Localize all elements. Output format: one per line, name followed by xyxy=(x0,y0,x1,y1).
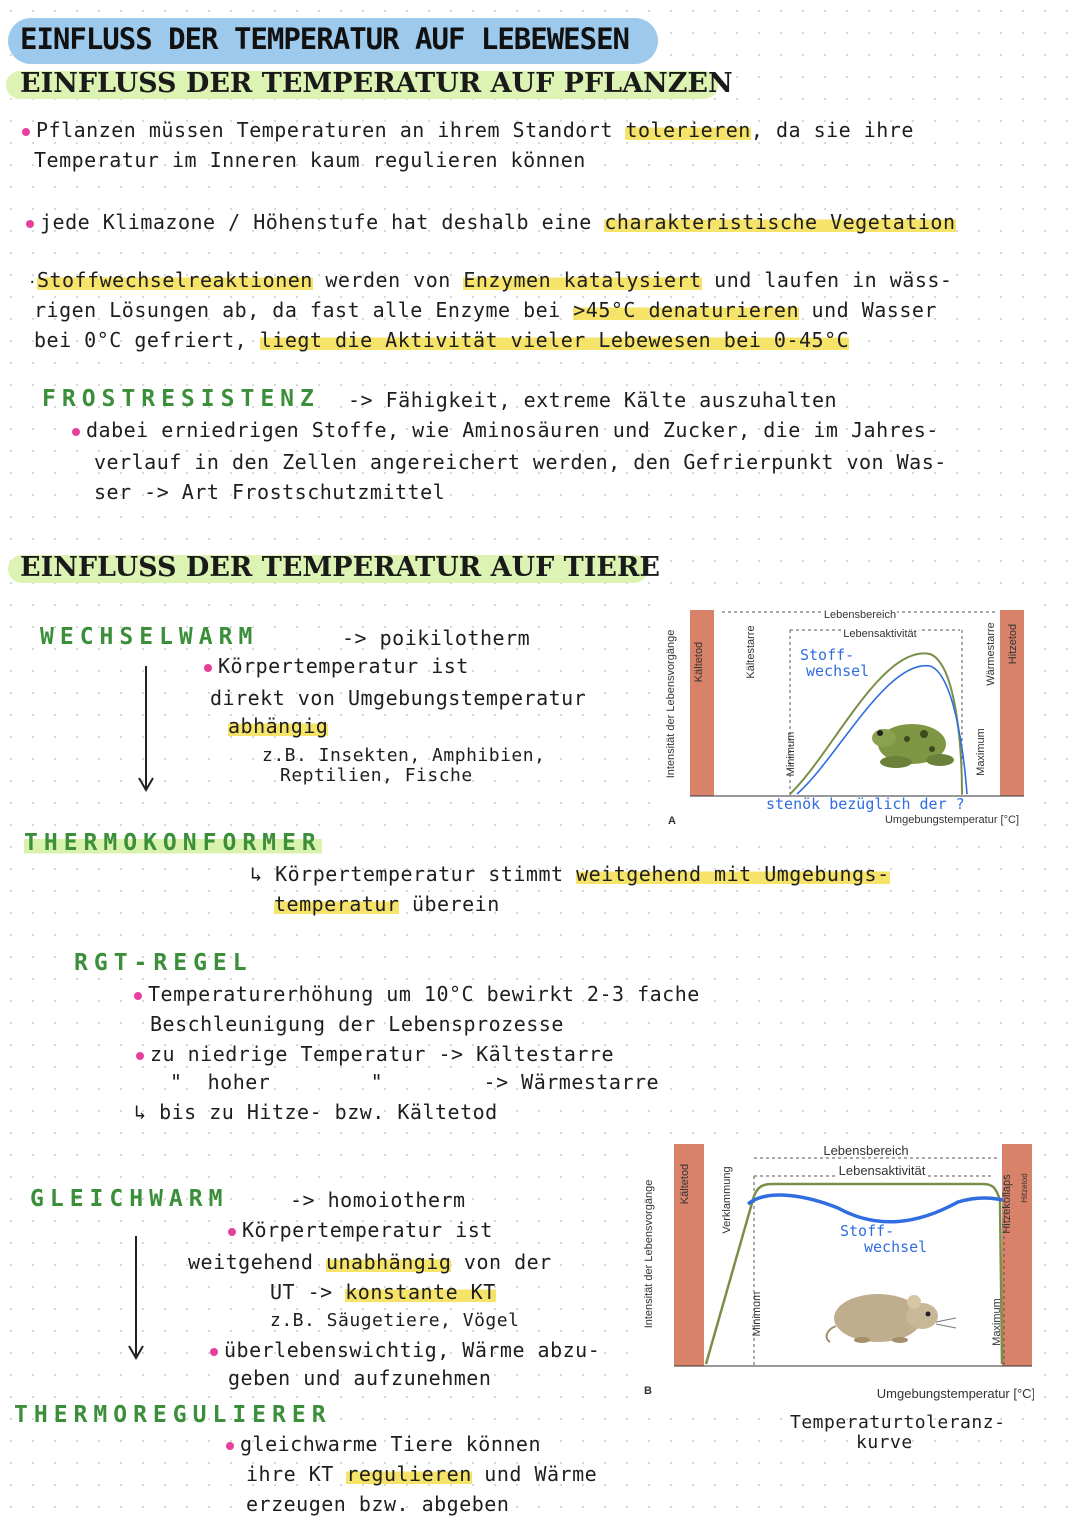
wechselwarm-line-1 xyxy=(204,654,469,678)
key-thermokonformer: THERMOKONFORMER xyxy=(24,830,322,856)
wechselwarm-line-3 xyxy=(228,714,328,738)
highlight-text: charakteristische Vegetation xyxy=(604,210,956,234)
key-gleichwarm: GLEICHWARM xyxy=(30,1186,229,1212)
note-stoffwechsel: wechsel xyxy=(864,1238,928,1256)
note-stoffwechsel: Stoff- xyxy=(800,646,855,664)
gleichwarm-line-2 xyxy=(188,1250,552,1274)
key-rgt-regel: RGT-REGEL xyxy=(74,950,253,976)
highlight-text: konstante KT xyxy=(345,1280,496,1304)
bullet xyxy=(226,1442,234,1450)
text: weitgehend xyxy=(188,1250,326,1274)
chart-a-letter: A xyxy=(668,815,676,827)
text: und Wärme xyxy=(471,1462,598,1486)
plants-para-3-line2 xyxy=(34,298,937,322)
text: überein xyxy=(399,892,500,916)
label-hitzekollaps: Hitzekollaps xyxy=(1001,1174,1013,1234)
frost-line-1 xyxy=(72,418,939,442)
chart-b-letter: B xyxy=(644,1385,652,1397)
chart-a xyxy=(662,604,1042,830)
thermoregulierer-line-3: erzeugen bzw. abgeben xyxy=(246,1492,510,1516)
text: überlebenswichtig, Wärme abzu- xyxy=(224,1338,601,1362)
highlight-text: Enzymen katalysiert xyxy=(463,268,702,292)
kaeltetod-bar xyxy=(690,610,714,796)
rgt-line-1 xyxy=(134,982,700,1006)
gleichwarm-line-4: z.B. Säugetiere, Vögel xyxy=(270,1310,520,1331)
text: ↳ Körpertemperatur stimmt xyxy=(250,862,577,886)
plants-para-3-line1: ·Stoffwechselreaktionen werden von Enzymen katalysiert und laufen in wäss- xyxy=(28,268,953,292)
plants-para-2 xyxy=(26,210,956,234)
chart-b-svg xyxy=(638,1138,1034,1406)
rgt-line-5: ↳ bis zu Hitze- bzw. Kältetod xyxy=(134,1100,498,1124)
chart-b xyxy=(638,1138,1034,1406)
bullet xyxy=(72,428,80,436)
caption-toleranzkurve: Temperaturtoleranz- xyxy=(790,1412,1006,1433)
text: bei 0°C gefriert, xyxy=(34,328,260,352)
highlight-text: temperatur xyxy=(274,892,400,916)
thermokonformer-line-2 xyxy=(274,892,500,916)
thermoregulierer-line-1 xyxy=(226,1432,541,1456)
highlight-text: >45°C denaturieren xyxy=(573,298,800,322)
highlight-text: regulieren xyxy=(346,1462,472,1486)
rgt-line-3 xyxy=(136,1042,614,1066)
bullet xyxy=(210,1348,218,1356)
chart-b-ylabel: Intensität der Lebensvorgänge xyxy=(643,1179,655,1329)
label-minimum: Minimum xyxy=(751,1291,763,1337)
bullet xyxy=(204,664,212,672)
page-title: EINFLUSS DER TEMPERATUR AUF LEBEWESEN xyxy=(20,22,630,56)
label-waermestarre: Wärmestarre xyxy=(985,622,997,686)
text: Körpertemperatur ist xyxy=(242,1218,493,1242)
text: dabei erniedrigen Stoffe, wie Aminosäuren und Zucker, die im Jahres- xyxy=(86,418,939,442)
plants-para-1 xyxy=(22,118,914,142)
label-kaeltetod: Kältetod xyxy=(693,641,705,683)
text: jede Klimazone / Höhenstufe hat deshalb eine xyxy=(40,210,605,234)
plants-para-1-line2: Temperatur im Inneren kaum regulieren können xyxy=(34,148,586,172)
text: werden von xyxy=(312,268,464,292)
label-lebensbereich: Lebensbereich xyxy=(823,1143,909,1158)
note-stoffwechsel: wechsel xyxy=(806,662,870,680)
chart-b-xlabel: Umgebungstemperatur [°C] xyxy=(876,1386,1034,1401)
mouse-illustration xyxy=(827,1294,956,1343)
text: Körpertemperatur ist xyxy=(218,654,469,678)
heading-plants: EINFLUSS DER TEMPERATUR AUF PFLANZEN xyxy=(20,68,733,99)
bullet xyxy=(228,1228,236,1236)
chart-a-ylabel: Intensität der Lebensvorgänge xyxy=(665,629,677,779)
text: und laufen in wäss- xyxy=(701,268,953,292)
gleichwarm-line-3 xyxy=(270,1280,496,1304)
gleichwarm-line-1 xyxy=(228,1218,493,1242)
label-verklammung: Verklammung xyxy=(721,1166,733,1234)
gleichwarm-line-6: geben und aufzunehmen xyxy=(228,1366,492,1390)
key-thermoregulierer: THERMOREGULIERER xyxy=(14,1402,332,1428)
highlight-text: tolerieren xyxy=(625,118,751,142)
text: ihre KT xyxy=(246,1462,347,1486)
chart-a-xlabel: Umgebungstemperatur [°C] xyxy=(884,814,1020,826)
frog-illustration xyxy=(872,724,954,768)
highlight-text: abhängig xyxy=(228,714,329,738)
label-kaeltetod: Kältetod xyxy=(679,1163,691,1205)
text: , da sie ihre xyxy=(750,118,914,142)
label-lebensaktivitaet: Lebensaktivität xyxy=(843,628,917,640)
wechselwarm-line-5: Reptilien, Fische xyxy=(280,765,473,786)
rgt-line-4: " hoher " -> Wärmestarre xyxy=(170,1070,660,1094)
label-lebensaktivitaet: Lebensaktivität xyxy=(838,1163,926,1178)
highlight-text: liegt die Aktivität vieler Lebewesen bei 0-45°C xyxy=(259,328,850,352)
text: Pflanzen müssen Temperaturen an ihrem Standort xyxy=(36,118,626,142)
label-minimum: Minimum xyxy=(785,731,797,777)
key-frostresistenz: FROSTRESISTENZ xyxy=(42,386,320,412)
text: UT -> xyxy=(270,1280,346,1304)
gleichwarm-line-5 xyxy=(210,1338,600,1362)
text: Temperaturerhöhung um 10°C bewirkt 2-3 fache xyxy=(148,982,700,1006)
highlight-text: Stoffwechselreaktionen xyxy=(36,268,313,292)
key-wechselwarm: WECHSELWARM xyxy=(40,624,259,650)
bullet xyxy=(26,220,34,228)
label-lebensbereich: Lebensbereich xyxy=(823,609,897,621)
label-maximum: Maximum xyxy=(975,728,987,776)
heading-animals: EINFLUSS DER TEMPERATUR AUF TIERE xyxy=(20,552,660,583)
thermokonformer-line-1 xyxy=(250,862,890,886)
label-kaeltestarre: Kältestarre xyxy=(745,625,757,679)
wechselwarm-line-2: direkt von Umgebungstemperatur xyxy=(210,686,587,710)
plants-para-3-line3 xyxy=(34,328,849,352)
bullet xyxy=(134,992,142,1000)
text: von der xyxy=(451,1250,552,1274)
down-arrow-icon xyxy=(136,664,156,794)
note-stoffwechsel: Stoff- xyxy=(840,1222,895,1240)
label-hitzetod: Hitzetod xyxy=(1020,1173,1029,1203)
chart-a-svg xyxy=(662,604,1042,830)
highlight-text: unabhängig xyxy=(325,1250,452,1274)
wechselwarm-definition: -> poikilotherm xyxy=(342,626,531,650)
rgt-line-2: Beschleunigung der Lebensprozesse xyxy=(150,1012,564,1036)
frost-line-2: verlauf in den Zellen angereichert werden, den Gefrierpunkt von Was- xyxy=(94,450,947,474)
bullet xyxy=(136,1052,144,1060)
down-arrow-icon xyxy=(126,1234,146,1364)
text: und Wasser xyxy=(799,298,937,322)
thermoregulierer-line-2 xyxy=(246,1462,597,1486)
gleichwarm-definition: -> homoiotherm xyxy=(290,1188,466,1212)
text: gleichwarme Tiere können xyxy=(240,1432,541,1456)
label-maximum: Maximum xyxy=(991,1298,1003,1346)
frost-definition: -> Fähigkeit, extreme Kälte auszuhalten xyxy=(348,388,838,412)
label-hitzetod: Hitzetod xyxy=(1007,623,1019,665)
text: zu niedrige Temperatur -> Kältestarre xyxy=(150,1042,615,1066)
bullet xyxy=(22,128,30,136)
note-stenoek: stenök bezüglich der ? xyxy=(766,795,965,813)
frost-line-3: ser -> Art Frostschutzmittel xyxy=(94,480,446,504)
text: rigen Lösungen ab, da fast alle Enzyme bei xyxy=(34,298,574,322)
wechselwarm-line-4: z.B. Insekten, Amphibien, xyxy=(262,745,546,766)
highlight-text: weitgehend mit Umgebungs- xyxy=(576,862,890,886)
caption-toleranzkurve-2: kurve xyxy=(856,1432,913,1453)
